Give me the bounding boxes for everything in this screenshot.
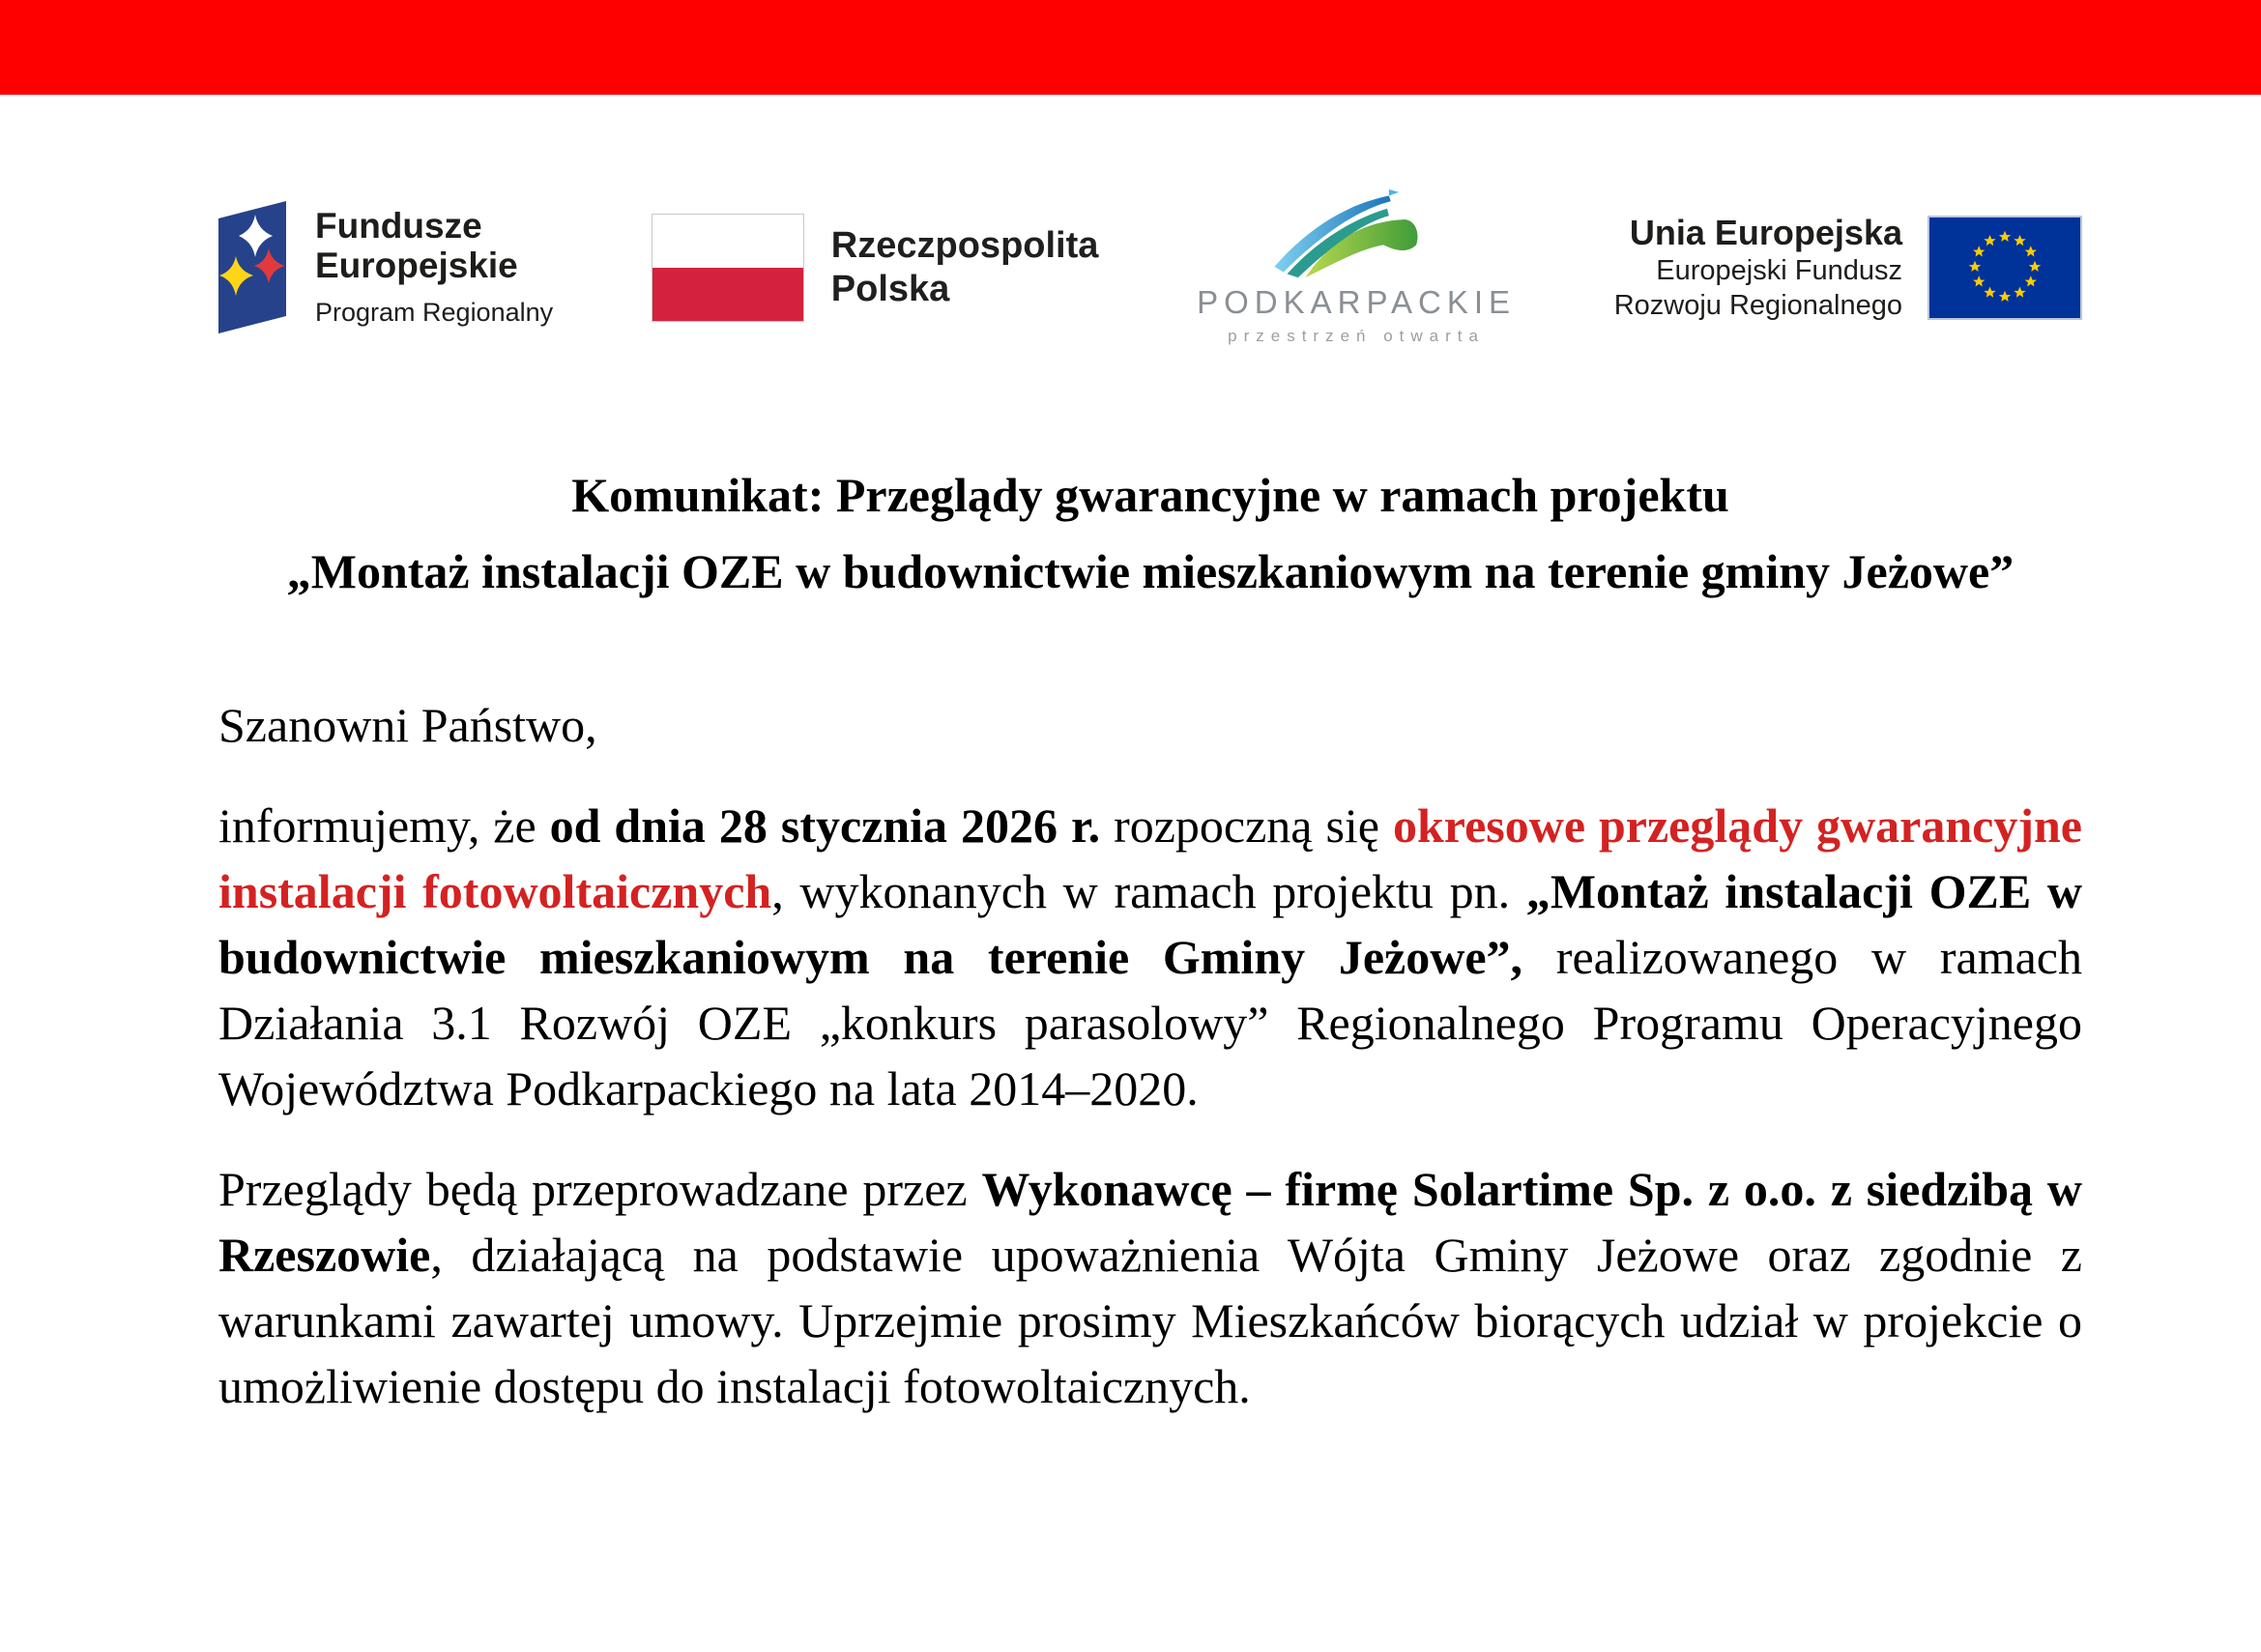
text-run: , wykonanych w ramach projektu pn. [771, 864, 1526, 918]
text-run: rozpoczną się [1100, 798, 1393, 853]
podkarpackie-logo [1197, 188, 1516, 346]
title-line-2: „Montaż instalacji OZE w budownictwie mieszkaniowym na terenie gminy Jeżowe” [286, 544, 2015, 598]
rzeczpospolita-polska-logo [652, 214, 1099, 322]
fe-subtitle: Program Regionalny [315, 297, 554, 327]
eu-funds-flag-icon [218, 201, 286, 333]
text-run: „Montaż instalacji OZE w budownictwie mieszkaniowym na terenie Gminy Jeżowe”, [218, 864, 2082, 984]
podkarpackie-name: PODKARPACKIE [1197, 284, 1517, 320]
text-run: informujemy, że [218, 798, 550, 853]
paragraph-1 [218, 793, 2082, 1121]
title-line-1: Komunikat: Przeglądy gwarancyjne w ramach projektu [571, 468, 1729, 522]
text-run: , działającą na podstawie upoważnienia Wójta Gminy Jeżowe oraz zgodnie z warunkami zawartej umowy. Uprzejmie prosimy Mieszkańców biorących udział w projekcie o umożliwienie dostępu do instalacji fotowoltaicznych. [218, 1228, 2082, 1413]
ue-subtitle-line1: Europejski Fundusz [1656, 254, 1902, 286]
unia-europejska-logo [1614, 212, 2082, 324]
ue-logo-text [1614, 212, 1902, 324]
ue-name: Unia Europejska [1629, 212, 1902, 252]
fe-name-line1: Fundusze [315, 206, 482, 246]
logo-strip [218, 188, 2082, 346]
document-body [218, 692, 2082, 1419]
rp-name-line1: Rzeczpospolita [830, 224, 1099, 266]
eu-flag-icon [1928, 216, 2082, 320]
top-red-bar [0, 0, 2261, 95]
greeting: Szanowni Państwo, [218, 698, 597, 752]
rp-name-line2: Polska [830, 268, 950, 309]
paragraph-2 [218, 1156, 2082, 1419]
ue-subtitle-line2: Rozwoju Regionalnego [1613, 290, 1902, 322]
text-run: Przeglądy będą przeprowadzane przez [218, 1162, 982, 1216]
podkarpackie-swoosh-icon [1240, 188, 1472, 280]
fe-logo-text [315, 207, 553, 327]
text-run: okresowe przeglądy gwarancyjne instalacji fotowoltaicznych [218, 798, 2082, 918]
rp-logo-text [831, 224, 1099, 311]
text-run: od dnia 28 stycznia 2026 r. [549, 798, 1101, 853]
text-run: Wykonawcę – firmę Solartime Sp. z o.o. z siedzibą w Rzeszowie [218, 1162, 2082, 1282]
fe-name-line2: Europejskie [315, 246, 518, 285]
fundusze-europejskie-logo [218, 201, 553, 333]
text-run: realizowanego w ramach Działania 3.1 Rozwój OZE „konkurs parasolowy” Regionalnego Programu Operacyjnego Województwa Podkarpackiego na lata 2014–2020. [218, 930, 2083, 1116]
poland-flag-icon [652, 214, 804, 322]
page-title [218, 457, 2082, 610]
podkarpackie-tagline: przestrzeń otwarta [1228, 327, 1485, 345]
